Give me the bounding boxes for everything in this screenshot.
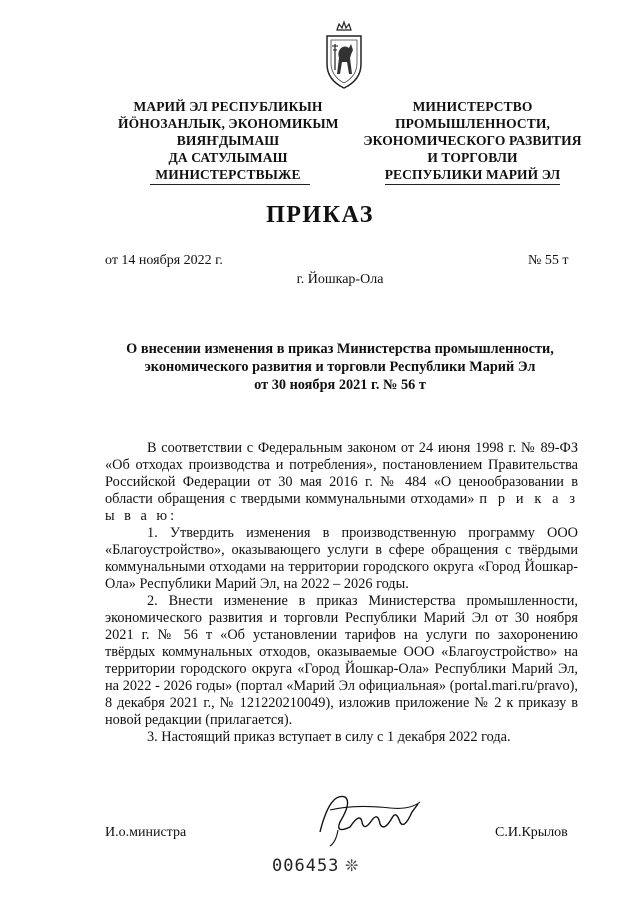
intro-paragraph	[105, 440, 578, 525]
serial-mark-icon: ❊	[345, 858, 359, 875]
header-right-line: РЕСПУБЛИКИ МАРИЙ ЭЛ	[384, 167, 561, 182]
item-2-paragraph: 2. Внести изменение в приказ Министерства промышленности, экономического развития и торговли Республики Марий Эл от 30 ноября 2021 г. № 56 т «Об установлении тарифов на услуги по захоронению твёрдых коммунальных отходов, оказываемые ООО «Благоустройство» на территории городского округа «Город Йошкар-Ола» Республики Марий Эл, на 2022 - 2026 годы» (портал «Марий Эл официальная» (portal.mari.ru/pravo), 8 декабря 2021 г., № 121220210049), изложив приложение № 2 к приказу в новой редакции (прилагается).	[105, 593, 578, 728]
signatory-position: И.о.министра	[105, 825, 187, 840]
order-subject	[100, 340, 580, 394]
header-left-line: МИНИСТЕРСТВЫЖЕ	[155, 167, 301, 182]
order-date: от 14 ноября 2022 г.	[105, 253, 223, 268]
order-word: п р и к а з ы в а ю:	[105, 491, 579, 524]
header-right-line: ПРОМЫШЛЕННОСТИ,	[395, 116, 550, 131]
header-right-divider	[385, 184, 560, 185]
subject-line: от 30 ноября 2021 г. № 56 т	[254, 377, 426, 393]
document-title: ПРИКАЗ	[266, 202, 374, 228]
header-left-line: ВИЯҤДЫМАШ	[176, 133, 280, 148]
header-left-line: МАРИЙ ЭЛ РЕСПУБЛИКЫН	[133, 99, 323, 114]
item-1-paragraph: 1. Утвердить изменения в производственную программу ООО «Благоустройство», оказывающего услуги в сфере обращения с твёрдыми коммунальными отходами на территории городского округа «Город Йошкар-Ола» Республики Марий Эл, на 2022 – 2026 годы.	[105, 525, 578, 592]
order-body	[105, 440, 578, 746]
signatory-name: С.И.Крылов	[495, 825, 568, 840]
header-right-line: ЭКОНОМИЧЕСКОГО РАЗВИТИЯ	[363, 133, 582, 148]
order-city: г. Йошкар-Ола	[296, 272, 384, 287]
subject-line: О внесении изменения в приказ Министерства промышленности,	[126, 341, 554, 357]
header-right-block	[355, 98, 590, 183]
header-right-line: И ТОРГОВЛИ	[427, 150, 518, 165]
header-right-line: МИНИСТЕРСТВО	[412, 99, 533, 114]
header-left-block	[118, 98, 338, 183]
intro-text: В соответствии с Федеральным законом от 24 июня 1998 г. № 89-ФЗ «Об отходах производства и потребления», постановлением Правительства Российской Федерации от 30 мая 2016 г. № 484 «О ценообразовании в области обращения с твердыми коммунальными отходами»	[105, 440, 578, 507]
header-left-divider	[150, 184, 310, 185]
subject-line: экономического развития и торговли Республики Марий Эл	[144, 359, 536, 375]
item-3-paragraph: 3. Настоящий приказ вступает в силу с 1 декабря 2022 года.	[147, 729, 511, 745]
coat-of-arms-icon	[323, 18, 365, 90]
header-left-line: ДА САТУЛЫМАШ	[168, 150, 288, 165]
header-left-line: ЙÖНОЗАНЛЫК, ЭКОНОМИКЫМ	[118, 116, 339, 131]
order-number: № 55 т	[528, 253, 569, 268]
serial-number: 006453	[272, 856, 340, 876]
handwritten-signature	[300, 782, 430, 852]
